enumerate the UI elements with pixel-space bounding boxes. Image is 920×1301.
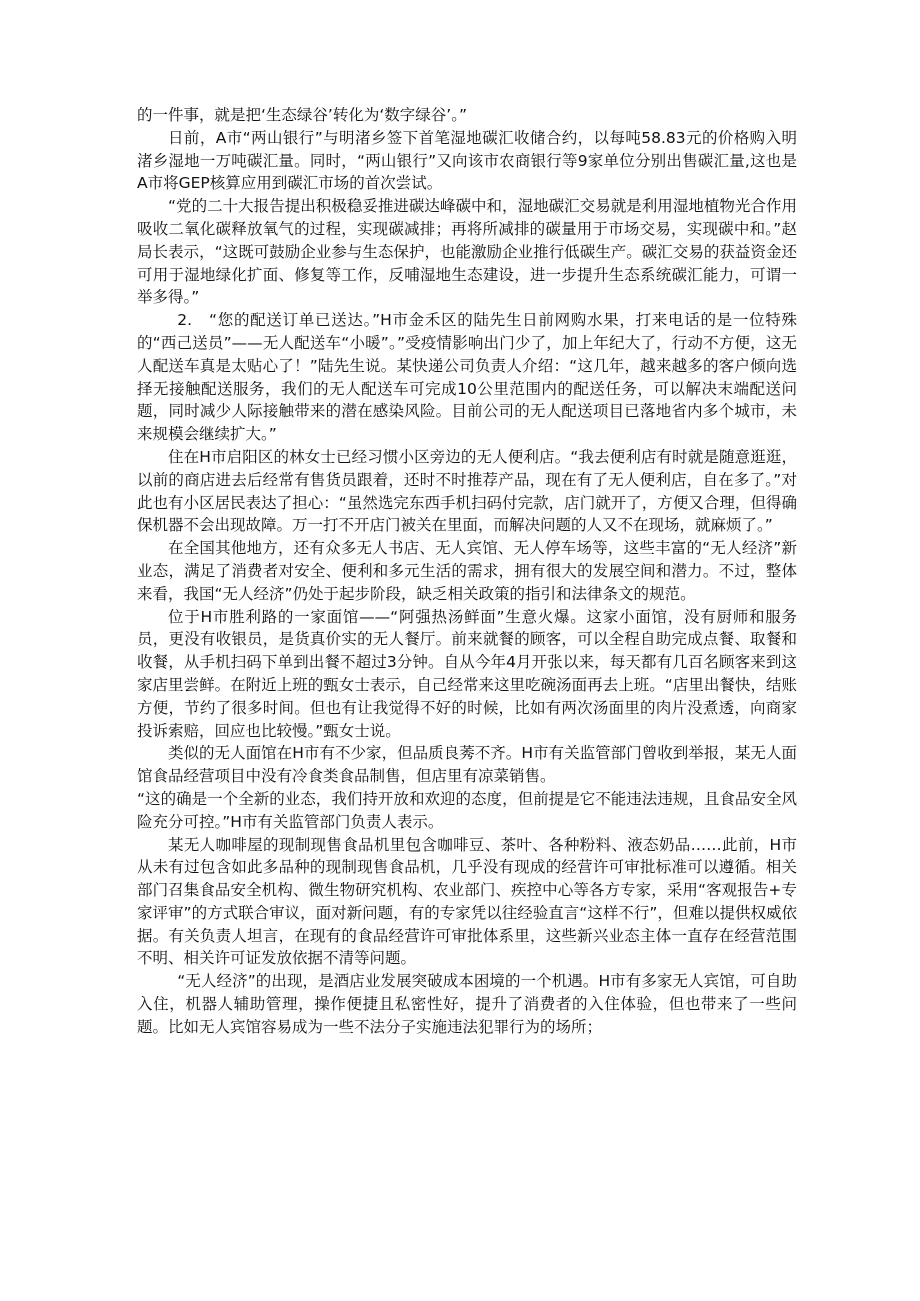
paragraph: 住在H市启阳区的林女士已经习惯小区旁边的无人便利店。“我去便利店有时就是随意逛逛，以前的商店进去后经常有售货员跟着，还时不时推荐产品，现在有了无人便利店，自在多了。”对此也有小区居民表达了担心：“虽然选完东西手机扫码付完款，店门就开了，方便又合理，但得确保机器不会出现故障。万一打不开店门被关在里面，而解决问题的人又不在现场，就麻烦了。”: [137, 447, 797, 535]
article-body: [137, 104, 797, 1039]
paragraph: 类似的无人面馆在H市有不少家，但品质良莠不齐。H市有关监管部门曾收到举报，某无人面馆食品经营项目中没有冷食类食品制售，但店里有凉菜销售。: [137, 744, 797, 786]
paragraph: 日前，A市“两山银行”与明渚乡签下首笔湿地碳汇收储合约，以每吨58.83元的价格购入明渚乡湿地一万吨碳汇量。同时，“两山银行”又向该市农商银行等9家单位分别出售碳汇量,这也是A市将GEP核算应用到碳汇市场的首次尝试。: [137, 128, 797, 193]
paragraph: 位于H市胜利路的一家面馆——“阿强热汤鲜面”生意火爆。这家小面馆，没有厨师和服务员，更没有收银员，是货真价实的无人餐厅。前来就餐的顾客，可以全程自助完成点餐、取餐和收餐，从手机扫码下单到出餐不超过3分钟。自从今年4月开张以来，每天都有几百名顾客来到这家店里尝鲜。在附近上班的甄女士表示，自己经常来这里吃碗汤面再去上班。“店里出餐快，结账方便，节约了很多时间。但也有让我觉得不好的时候，比如有两次汤面里的肉片没煮透，向商家投诉索赔，回应也比较慢。”甄女士说。: [137, 607, 797, 740]
paragraph: 的一件事，就是把‘生态绿谷’转化为‘数字绿谷’。”: [137, 106, 467, 124]
paragraph: “这的确是一个全新的业态，我们持开放和欢迎的态度，但前提是它不能违法违规，且食品安全风险充分可控。”H市有关监管部门负责人表示。: [137, 789, 797, 831]
paragraph: “无人经济”的出现，是酒店业发展突破成本困境的一个机遇。H市有多家无人宾馆，可自助入住，机器人辅助管理，操作便捷且私密性好，提升了消费者的入住体验，但也带来了一些问题。比如无人宾馆容易成为一些不法分子实施违法犯罪行为的场所；: [137, 972, 797, 1036]
paragraph: 在全国其他地方，还有众多无人书店、无人宾馆、无人停车场等，这些丰富的“无人经济”新业态，满足了消费者对安全、便利和多元生活的需求，拥有很大的发展空间和潜力。不过，整体来看，我国“无人经济”仍处于起步阶段，缺乏相关政策的指引和法律条文的规范。: [137, 539, 797, 603]
paragraph: 2. “您的配送订单已送达。”H市金禾区的陆先生日前网购水果，打来电话的是一位特殊的“西己送员”——无人配送车“小暖”。”受疫情影响出门少了，加上年纪大了，行动不方便，这无人配送车真是太贴心了！”陆先生说。某快递公司负责人介绍：“这几年，越来越多的客户倾向选择无接触配送服务，我们的无人配送车可完成10公里范围内的配送任务，可以解决末端配送问题，同时减少人际接触带来的潜在感染风险。目前公司的无人配送项目已落地省内多个城市，未来规模会继续扩大。”: [137, 311, 797, 444]
paragraph: 某无人咖啡屋的现制现售食品机里包含咖啡豆、茶叶、各种粉料、液态奶品……此前，H市从未有过包含如此多品种的现制现售食品机，几乎没有现成的经营许可审批标准可以遵循。相关部门召集食品安全机构、微生物研究机构、农业部门、疾控中心等各方专家，采用“客观报告+专家评审”的方式联合审议，面对新问题，有的专家凭以往经验直言“这样不行”，但难以提供权威依据。有关负责人坦言，在现有的食品经营许可审批体系里，这些新兴业态主体一直存在经营范围不明、相关许可证发放依据不清等问题。: [137, 835, 797, 968]
paragraph: “党的二十大报告提出积极稳妥推进碳达峰碳中和，湿地碳汇交易就是利用湿地植物光合作用吸收二氧化碳释放氧气的过程，实现碳减排；再将所减排的碳量用于市场交易，实现碳中和。”赵局长表示，“这既可鼓励企业参与生态保护，也能激励企业推行低碳生产。碳汇交易的获益资金还可用于湿地绿化扩面、修复等工作，反哺湿地生态建设，进一步提升生态系统碳汇能力，可谓一举多得。”: [137, 197, 797, 307]
